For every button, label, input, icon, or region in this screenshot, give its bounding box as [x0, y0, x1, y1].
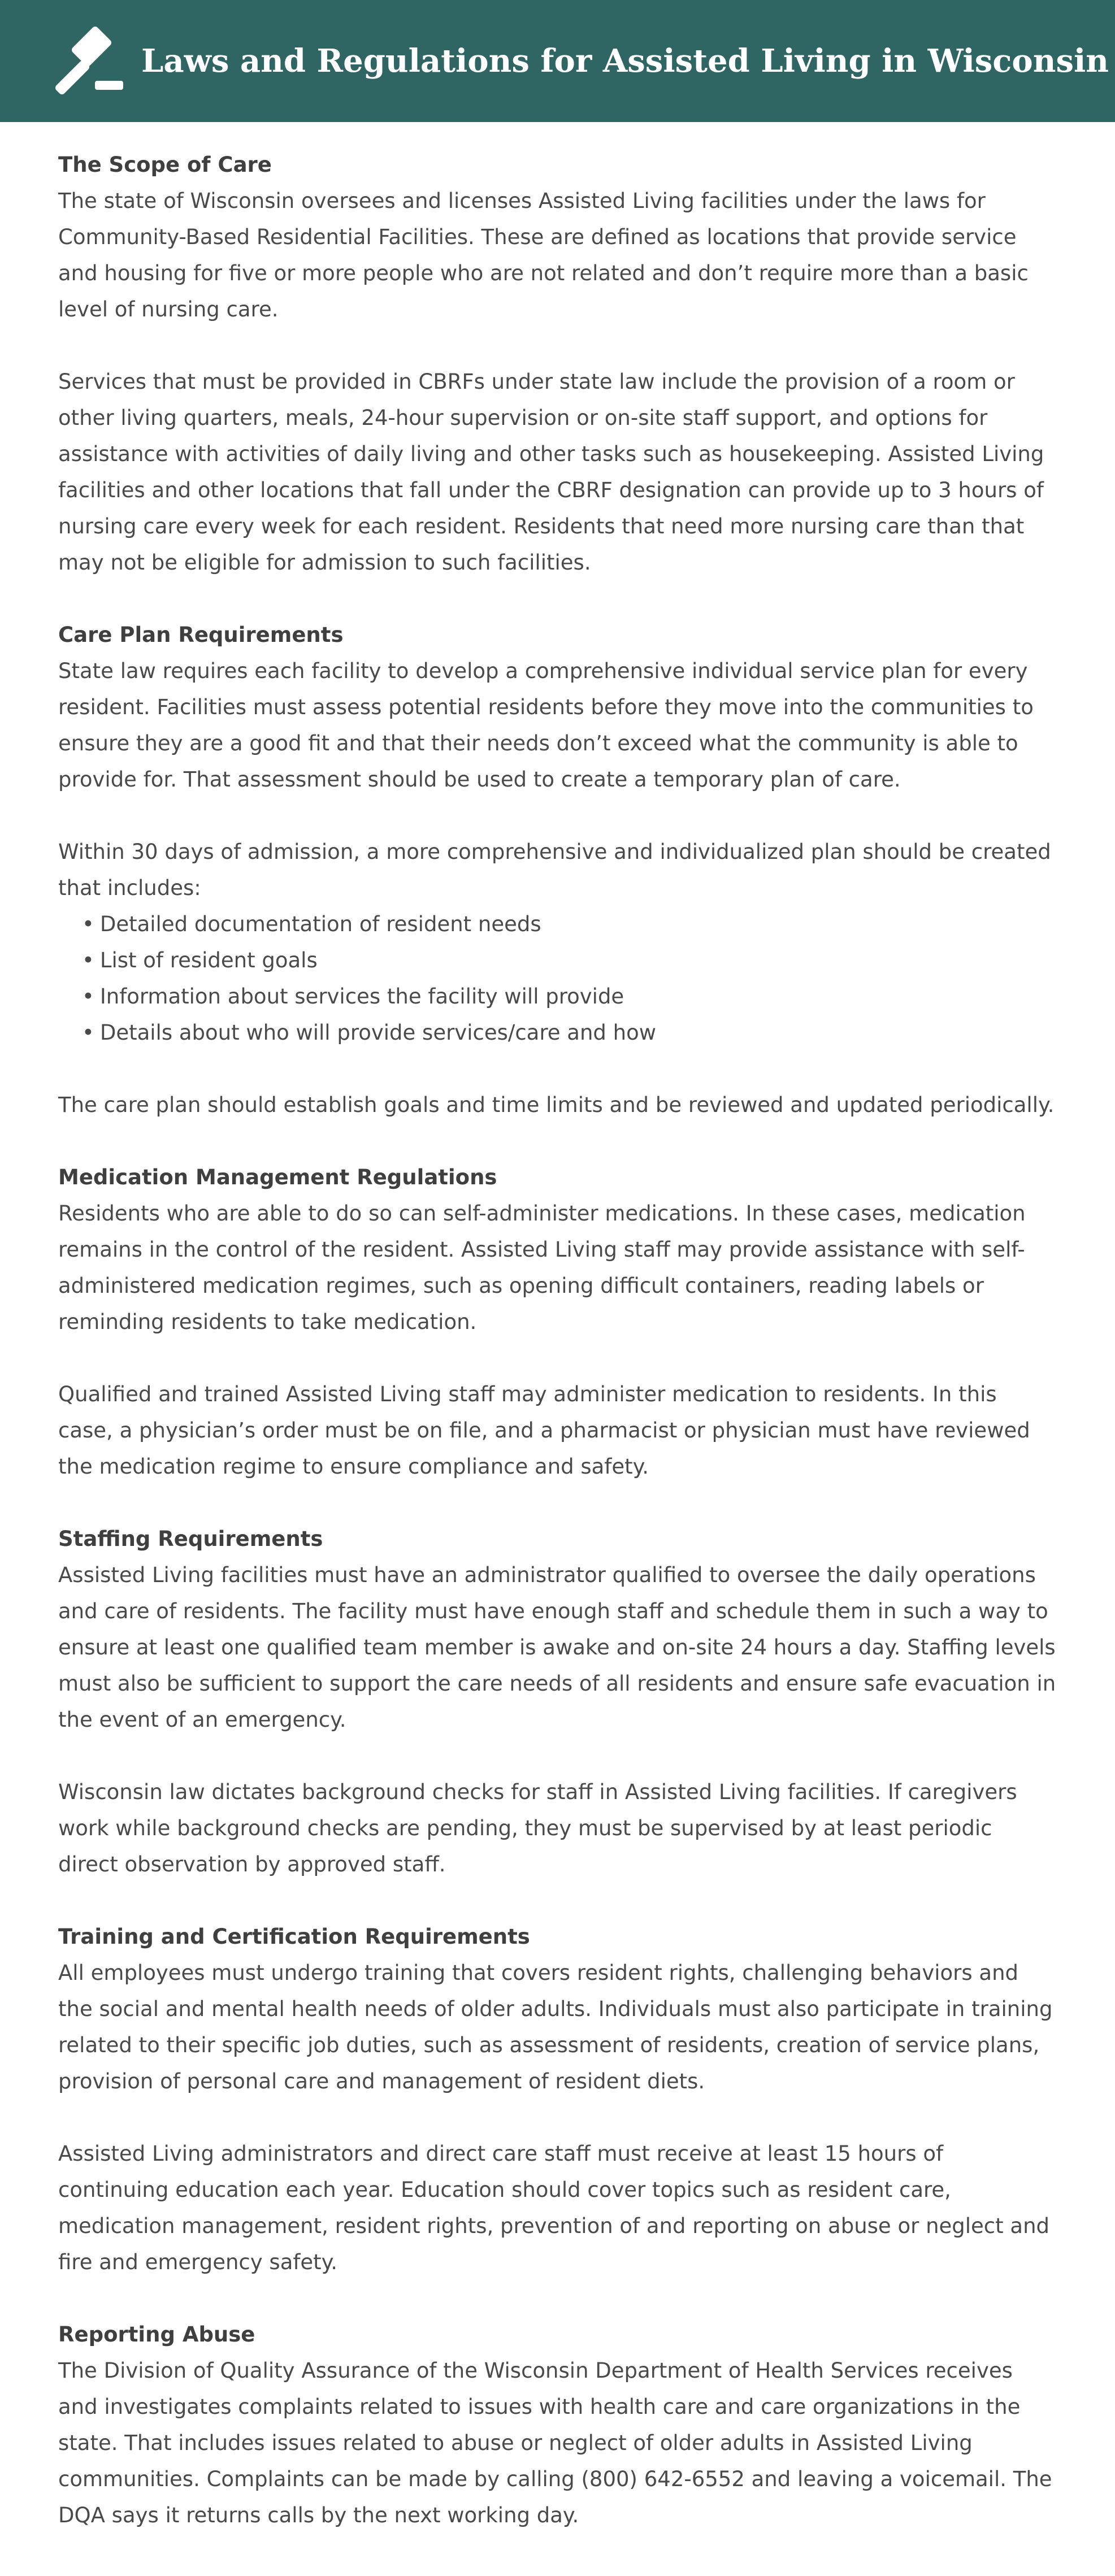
- section-heading: Reporting Abuse: [58, 2322, 255, 2347]
- section-heading: Care Plan Requirements: [58, 623, 344, 647]
- section-scope-of-care: [58, 147, 1057, 581]
- section-paragraph: Within 30 days of admission, a more comprehensive and individualized plan should be created that includes:: [58, 840, 1051, 900]
- section-paragraph: The care plan should establish goals and time limits and be reviewed and updated periodically.: [58, 1093, 1055, 1117]
- list-item: • Details about who will provide services/care and how: [82, 1015, 1057, 1051]
- section-paragraph: The state of Wisconsin oversees and licenses Assisted Living facilities under the laws for Community-Based Residential Facilities. These are defined as locations that provide service and housing for five or more people who are not related and don’t require more than a basic level of nursing care.: [58, 189, 1029, 322]
- section-training: [58, 1919, 1057, 2280]
- article-body: [0, 122, 1115, 2534]
- section-heading: Staffing Requirements: [58, 1527, 323, 1551]
- gavel-icon: [55, 24, 125, 98]
- section-paragraph: Qualified and trained Assisted Living staff may administer medication to residents. In this case, a physician’s order must be on file, and a pharmacist or physician must have reviewed the medication regime to ensure compliance and safety.: [58, 1382, 1030, 1479]
- list-item: • Detailed documentation of resident needs: [82, 906, 1057, 942]
- section-paragraph: Wisconsin law dictates background checks for staff in Assisted Living facilities. If caregivers work while background checks are pending, they must be supervised by at least periodic direct observation by approved staff.: [58, 1780, 1017, 1876]
- section-reporting-abuse: [58, 2317, 1057, 2534]
- section-paragraph: Residents who are able to do so can self-administer medications. In these cases, medication remains in the control of the resident. Assisted Living staff may provide assistance with self-administered medication regimes, such as opening difficult containers, reading labels or reminding residents to take medication.: [58, 1201, 1026, 1334]
- section-paragraph: The Division of Quality Assurance of the Wisconsin Department of Health Services receives and investigates complaints related to issues with health care and care organizations in the state. That includes issues related to abuse or neglect of older adults in Assisted Living communities. Complaints can be made by calling (800) 642-6552 and leaving a voicemail. The DQA says it returns calls by the next working day.: [58, 2358, 1052, 2527]
- section-care-plan: [58, 617, 1057, 1123]
- list-item: • List of resident goals: [82, 942, 1057, 979]
- list-item: • Information about services the facility will provide: [82, 979, 1057, 1015]
- section-heading: Medication Management Regulations: [58, 1165, 497, 1189]
- page-header: [0, 0, 1115, 122]
- page-title: Laws and Regulations for Assisted Living in Wisconsin: [141, 42, 1109, 80]
- section-paragraph: Assisted Living facilities must have an administrator qualified to oversee the daily operations and care of residents. The facility must have enough staff and schedule them in such a way to ensure at least one qualified team member is awake and on-site 24 hours a day. Staffing levels must also be sufficient to support the care needs of all residents and ensure safe evacuation in the event of an emergency.: [58, 1563, 1056, 1732]
- section-paragraph: State law requires each facility to develop a comprehensive individual service plan for every resident. Facilities must assess potential residents before they move into the communities to ensure they are a good fit and that their needs don’t exceed what the community is able to provide for. That assessment should be used to create a temporary plan of care.: [58, 659, 1034, 792]
- section-staffing: [58, 1521, 1057, 1883]
- section-heading: The Scope of Care: [58, 153, 272, 177]
- section-paragraph: All employees must undergo training that covers resident rights, challenging behaviors and the social and mental health needs of older adults. Individuals must also participate in training related to their specific job duties, such as assessment of residents, creation of service plans, provision of personal care and management of resident diets.: [58, 1961, 1053, 2093]
- section-medication-management: [58, 1159, 1057, 1485]
- care-plan-list: [58, 906, 1057, 1051]
- section-paragraph: Assisted Living administrators and direct care staff must receive at least 15 hours of continuing education each year. Education should cover topics such as resident care, medication management, resident rights, prevention of and reporting on abuse or neglect and fire and emergency safety.: [58, 2141, 1050, 2274]
- section-paragraph: Services that must be provided in CBRFs under state law include the provision of a room or other living quarters, meals, 24-hour supervision or on-site staff support, and options for assistance with activities of daily living and other tasks such as housekeeping. Assisted Living facilities and other locations that fall under the CBRF designation can provide up to 3 hours of nursing care every week for each resident. Residents that need more nursing care than that may not be eligible for admission to such facilities.: [58, 370, 1044, 575]
- section-heading: Training and Certification Requirements: [58, 1925, 530, 1949]
